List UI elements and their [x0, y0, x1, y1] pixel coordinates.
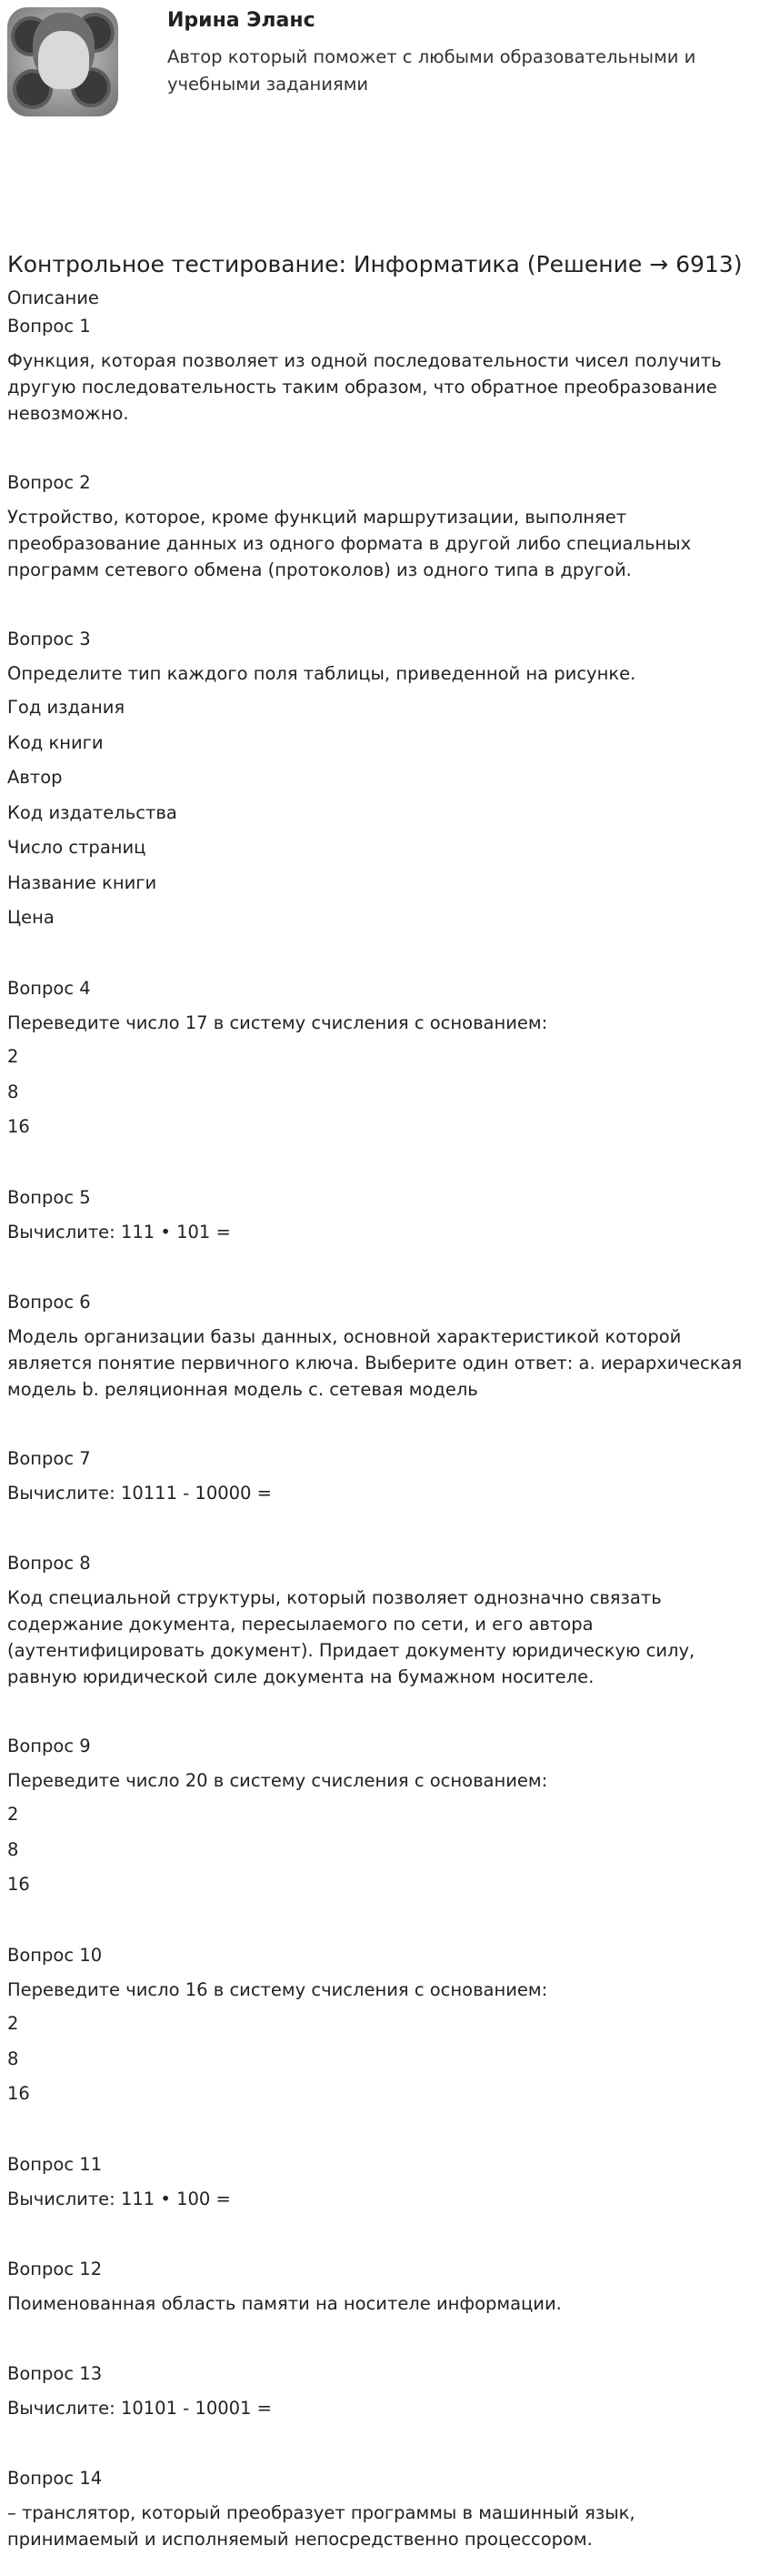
question-text: Поименованная область памяти на носителе информации.	[7, 2293, 562, 2314]
answer-option: 16	[7, 2083, 30, 2104]
question-14	[7, 2465, 764, 2552]
question-title: Вопрос 11	[7, 2154, 103, 2175]
question-text: – транслятор, который преобразует программы в машинный язык, принимаемый и исполняемый непосредственно процессором.	[7, 2502, 635, 2550]
question-text: Устройство, которое, кроме функций маршрутизации, выполняет преобразование данных из одного формата в другой либо специальных программ сетевого обмена (протоколов) из одного типа в другой.	[7, 507, 692, 580]
question-title: Вопрос 2	[7, 472, 91, 493]
answer-option: Код книги	[7, 731, 104, 753]
question-title: Вопрос 8	[7, 1553, 91, 1574]
author-photo	[38, 31, 89, 89]
answer-option: 8	[7, 1081, 19, 1102]
question-5	[7, 1184, 764, 1245]
question-text: Переведите число 16 в систему счисления с основанием:	[7, 1979, 548, 2000]
answer-option: Название книги	[7, 871, 157, 893]
question-text: Определите тип каждого поля таблицы, приведенной на рисунке.	[7, 663, 636, 684]
answer-option: Цена	[7, 907, 55, 928]
question-text: Вычислите: 111 • 100 =	[7, 2189, 231, 2209]
author-description: Автор который поможет с любыми образовательными и учебными заданиями	[167, 46, 696, 95]
question-2	[7, 469, 764, 583]
answer-option: 16	[7, 1116, 30, 1137]
answer-options	[7, 694, 764, 940]
answer-option: 8	[7, 2048, 19, 2069]
question-10	[7, 1942, 764, 2116]
question-title: Вопрос 5	[7, 1187, 91, 1208]
question-1	[7, 313, 764, 427]
question-text: Код специальной структуры, который позволяет однозначно связать содержание документа, пересылаемого по сети, и его автора (аутентифицировать документ). Придает документу юридическую силу, равную юридической силе документа на бумажном носителе.	[7, 1587, 695, 1687]
answer-option: 2	[7, 1804, 19, 1825]
answer-option: Число страниц	[7, 837, 146, 858]
question-6	[7, 1289, 764, 1403]
question-title: Вопрос 4	[7, 978, 91, 999]
question-title: Вопрос 12	[7, 2259, 103, 2279]
question-7	[7, 1445, 764, 1506]
question-8	[7, 1550, 764, 1690]
question-3	[7, 626, 764, 940]
question-title: Вопрос 7	[7, 1448, 91, 1469]
question-text: Функция, которая позволяет из одной последовательности чисел получить другую последовательность таким образом, что обратное преобразование невозможно.	[7, 350, 722, 424]
answer-options	[7, 1043, 764, 1149]
answer-options	[7, 1801, 764, 1907]
question-title: Вопрос 3	[7, 629, 91, 649]
answer-option: Код издательства	[7, 801, 177, 823]
page-title: Контрольное тестирование: Информатика (Решение → 6913)	[7, 251, 743, 277]
answer-option: Автор	[7, 767, 63, 788]
author-header	[0, 0, 770, 118]
question-title: Вопрос 10	[7, 1945, 103, 1966]
answer-option: 8	[7, 1838, 19, 1860]
question-text: Вычислите: 10101 - 10001 =	[7, 2398, 272, 2419]
description-label: Описание	[7, 287, 99, 308]
question-text: Переведите число 20 в систему счисления с основанием:	[7, 1770, 548, 1791]
avatar[interactable]	[7, 7, 118, 116]
question-text: Вычислите: 10111 - 10000 =	[7, 1483, 272, 1504]
question-4	[7, 975, 764, 1149]
answer-option: 16	[7, 1874, 30, 1895]
question-title: Вопрос 6	[7, 1292, 91, 1313]
question-title: Вопрос 14	[7, 2468, 103, 2489]
question-9	[7, 1733, 764, 1907]
question-text: Вычислите: 111 • 101 =	[7, 1222, 231, 1243]
question-text: Модель организации базы данных, основной характеристикой которой является понятие первичного ключа. Выберите один ответ: a. иерархическая модель b. реляционная модель c. сетевая модель	[7, 1326, 743, 1400]
answer-option: Год издания	[7, 697, 125, 718]
question-13	[7, 2360, 764, 2421]
answer-option: 2	[7, 2013, 19, 2034]
answer-option: 2	[7, 1046, 19, 1067]
question-text: Переведите число 17 в систему счисления с основанием:	[7, 1012, 548, 1033]
question-title: Вопрос 13	[7, 2363, 103, 2384]
answer-options	[7, 2010, 764, 2116]
author-name[interactable]: Ирина Эланс	[167, 9, 315, 32]
question-title: Вопрос 1	[7, 316, 91, 337]
question-12	[7, 2256, 764, 2317]
question-title: Вопрос 9	[7, 1736, 91, 1756]
question-11	[7, 2151, 764, 2212]
